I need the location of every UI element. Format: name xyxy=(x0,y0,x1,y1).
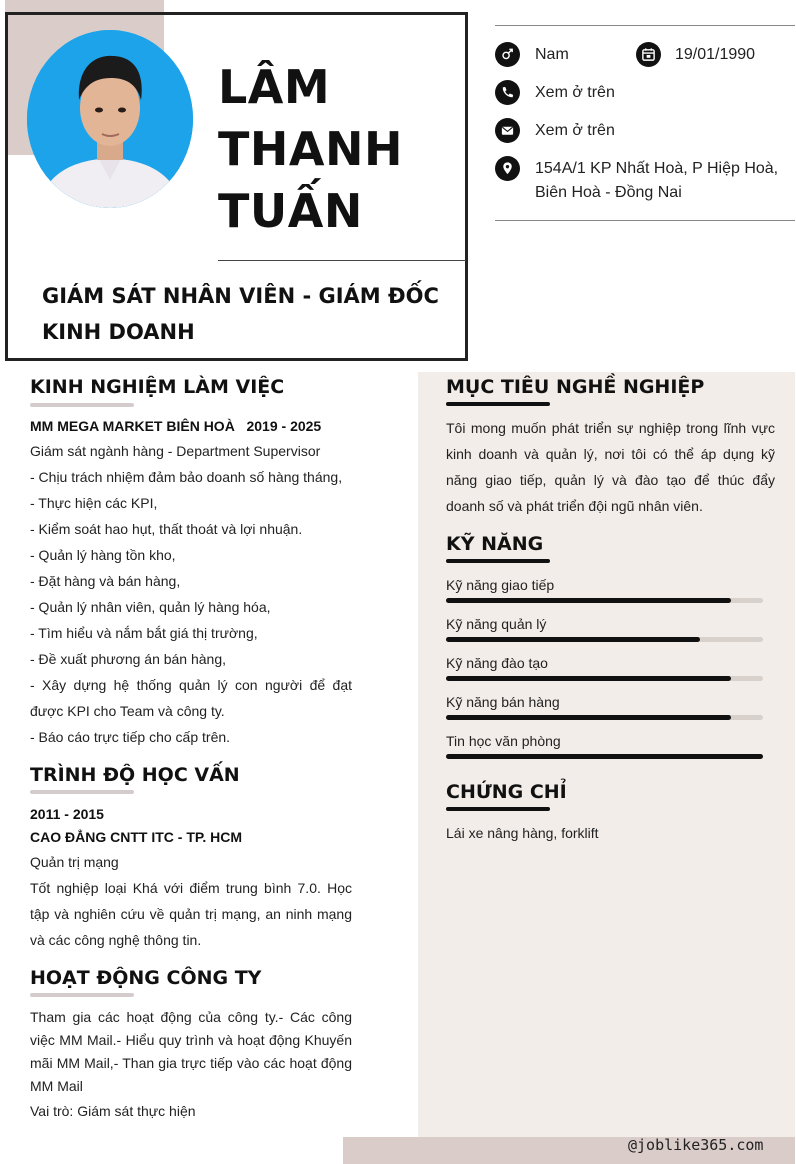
duty-line: - Xây dựng hệ thống quản lý con người để đạt được KPI cho Team và công ty. xyxy=(30,677,352,719)
skill-bar xyxy=(446,754,763,759)
skill-bar xyxy=(446,637,763,642)
certificates-title: CHỨNG CHỈ xyxy=(446,781,567,803)
experience-company: MM MEGA MARKET BIÊN HOÀ xyxy=(30,418,235,434)
location-icon xyxy=(495,156,520,181)
email-value: Xem ở trên xyxy=(535,122,615,139)
activities-role: Vai trò: Giám sát thực hiện xyxy=(30,1103,196,1119)
duty-line: - Tìm hiểu và nắm bắt giá thị trường, xyxy=(30,625,258,641)
job-title-line-1: GIÁM SÁT NHÂN VIÊN - GIÁM ĐỐC xyxy=(42,284,439,308)
duty-line: - Đặt hàng và bán hàng, xyxy=(30,573,181,589)
calendar-icon xyxy=(636,42,661,67)
duty-line: - Đề xuất phương án bán hàng, xyxy=(30,651,227,667)
name-line-1: LÂM xyxy=(218,60,331,114)
duty-line: - Quản lý hàng tồn kho, xyxy=(30,547,176,563)
skill-bar-fill xyxy=(446,754,763,759)
skill-label: Kỹ năng giao tiếp xyxy=(446,577,555,593)
skill-bar-fill xyxy=(446,598,731,603)
contact-divider-bottom xyxy=(495,220,795,221)
education-title: TRÌNH ĐỘ HỌC VẤN xyxy=(30,764,240,786)
education-description: Tốt nghiệp loại Khá với điểm trung bình 7.0. Học tập và nghiên cứu về quản trị mạng, an ninh mạng và các công nghệ thông tin. xyxy=(30,880,352,948)
address-line-1: 154A/1 KP Nhất Hoà, P Hiệp Hoà, xyxy=(535,160,779,177)
duty-line: - Báo cáo trực tiếp cho cấp trên. xyxy=(30,729,231,745)
name-line-2: THANH xyxy=(218,122,403,176)
profile-photo xyxy=(27,30,193,208)
experience-period: 2019 - 2025 xyxy=(246,418,322,434)
duty-line: - Chịu trách nhiệm đảm bảo doanh số hàng tháng, xyxy=(30,469,343,485)
duty-line: - Quản lý nhân viên, quản lý hàng hóa, xyxy=(30,599,271,615)
experience-duties xyxy=(30,464,352,750)
activities-description: Tham gia các hoạt động của công ty.- Các công việc MM Mail.- Hiểu quy trình và hoạt động Khuyến mãi MM Mail,- Than gia trực tiếp vào các hoạt động MM Mail xyxy=(30,1009,352,1094)
duty-line: - Thực hiện các KPI, xyxy=(30,495,158,511)
experience-title: KINH NGHIỆM LÀM VIỆC xyxy=(30,376,285,398)
activities-underline xyxy=(30,993,134,997)
job-title xyxy=(42,278,442,350)
objective-title: MỤC TIÊU NGHỀ NGHIỆP xyxy=(446,376,705,398)
skill-bar xyxy=(446,598,763,603)
gender-value: Nam xyxy=(535,46,569,63)
experience-company-row xyxy=(30,417,321,435)
education-major: Quản trị mạng xyxy=(30,854,119,870)
education-underline xyxy=(30,790,134,794)
certificates-text: Lái xe nâng hàng, forklift xyxy=(446,825,599,841)
candidate-name xyxy=(218,56,458,242)
activities-title: HOẠT ĐỘNG CÔNG TY xyxy=(30,967,262,989)
objective-description: Tôi mong muốn phát triển sự nghiệp trong lĩnh vực kinh doanh và quản lý, nơi tôi có thể áp dụng kỹ năng giao tiếp, quản lý và đào tạo để thúc đẩy doanh số và phát triển đội ngũ nhân viên. xyxy=(446,420,775,514)
skill-label: Kỹ năng bán hàng xyxy=(446,694,560,710)
gender-icon xyxy=(495,42,520,67)
address-line-2: Biên Hoà - Đồng Nai xyxy=(535,184,682,201)
skills-title: KỸ NĂNG xyxy=(446,533,544,555)
footer-watermark: @joblike365.com xyxy=(628,1136,764,1154)
experience-underline xyxy=(30,403,134,407)
contact-divider-top xyxy=(495,25,795,26)
phone-icon xyxy=(495,80,520,105)
skill-bar-fill xyxy=(446,676,731,681)
profile-photo-illustration xyxy=(27,30,193,208)
skill-bar-fill xyxy=(446,715,731,720)
skills-underline xyxy=(446,559,550,563)
name-divider xyxy=(218,260,466,261)
phone-value: Xem ở trên xyxy=(535,84,615,101)
education-school: CAO ĐẲNG CNTT ITC - TP. HCM xyxy=(30,829,243,845)
skill-bar xyxy=(446,715,763,720)
name-line-3: TUẤN xyxy=(218,184,363,238)
skill-bar-fill xyxy=(446,637,700,642)
skill-label: Kỹ năng đào tạo xyxy=(446,655,548,671)
mail-icon xyxy=(495,118,520,143)
objective-underline xyxy=(446,402,550,406)
job-title-line-2: KINH DOANH xyxy=(42,320,195,344)
duty-line: - Kiểm soát hao hụt, thất thoát và lợi nhuận. xyxy=(30,521,303,537)
skill-bar xyxy=(446,676,763,681)
address-value xyxy=(535,157,795,205)
certificates-underline xyxy=(446,807,550,811)
birthday-value: 19/01/1990 xyxy=(675,46,756,63)
skill-label: Tin học văn phòng xyxy=(446,733,561,749)
experience-role: Giám sát ngành hàng - Department Supervisor xyxy=(30,443,321,459)
skill-label: Kỹ năng quản lý xyxy=(446,616,547,632)
education-period: 2011 - 2015 xyxy=(30,806,104,822)
